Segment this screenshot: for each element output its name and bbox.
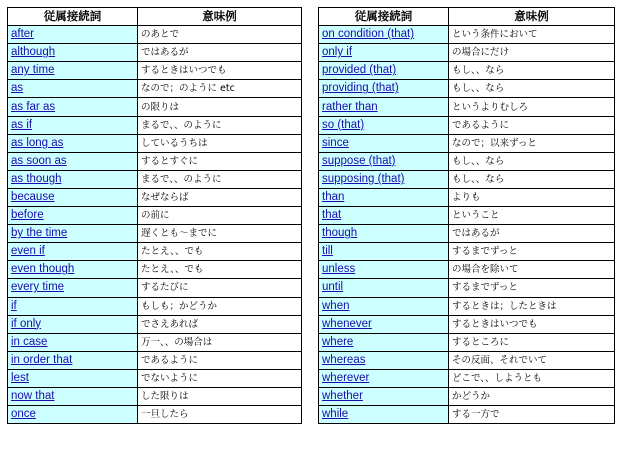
term-cell [8, 387, 138, 405]
term-cell [319, 98, 449, 116]
table-row [8, 134, 302, 152]
meaning-cell: の場合にだけ [449, 44, 615, 62]
table-body-left [8, 26, 302, 424]
meaning-cell: なぜならば [138, 188, 302, 206]
term-cell [319, 279, 449, 297]
table-row [8, 387, 302, 405]
meaning-cell: まるで、、のように [138, 170, 302, 188]
term-cell [319, 333, 449, 351]
conjunction-link[interactable]: till [322, 245, 333, 258]
term-cell [319, 207, 449, 225]
term-cell [319, 62, 449, 80]
term-cell [319, 26, 449, 44]
table-row [8, 44, 302, 62]
meaning-cell: というよりむしろ [449, 98, 615, 116]
term-cell [319, 134, 449, 152]
table-row [319, 261, 615, 279]
term-cell [319, 387, 449, 405]
term-cell [8, 315, 138, 333]
meaning-cell: するときは；したときは [449, 297, 615, 315]
term-cell [8, 188, 138, 206]
meaning-cell: まるで、、のように [138, 116, 302, 134]
table-header-row [319, 8, 615, 26]
conjunction-link[interactable]: rather than [322, 100, 378, 113]
term-cell [8, 225, 138, 243]
meaning-cell: の限りは [138, 98, 302, 116]
conjunction-link[interactable]: by the time [11, 227, 68, 240]
header-term: 従属接続詞 [8, 8, 138, 26]
meaning-cell: たとえ、、でも [138, 261, 302, 279]
table-row [8, 26, 302, 44]
term-cell [319, 44, 449, 62]
table-row [319, 134, 615, 152]
term-cell [319, 261, 449, 279]
meaning-cell: もし、、なら [449, 62, 615, 80]
table-row [319, 406, 615, 424]
header-meaning: 意味例 [449, 8, 615, 26]
meaning-cell: するまでずっと [449, 279, 615, 297]
meaning-cell: よりも [449, 188, 615, 206]
meaning-cell: するときはいつでも [449, 315, 615, 333]
table-row [319, 188, 615, 206]
table-row [8, 225, 302, 243]
conjunction-link[interactable]: even if [11, 245, 45, 258]
table-row [319, 315, 615, 333]
meaning-cell: でないように [138, 369, 302, 387]
term-cell [8, 297, 138, 315]
meaning-cell: ではあるが [449, 225, 615, 243]
term-cell [319, 406, 449, 424]
meaning-cell: であるように [138, 351, 302, 369]
conjunction-link[interactable]: whereas [322, 353, 366, 366]
table-row [8, 116, 302, 134]
term-cell [8, 116, 138, 134]
conjunction-link[interactable]: suppose (that) [322, 154, 396, 167]
table-row [319, 297, 615, 315]
conjunction-link[interactable]: as far as [11, 100, 56, 113]
term-cell [319, 80, 449, 98]
conjunction-link[interactable]: since [322, 136, 349, 149]
conjunction-link[interactable]: any time [11, 64, 55, 77]
term-cell [8, 279, 138, 297]
term-cell [8, 243, 138, 261]
meaning-cell: もし、、なら [449, 152, 615, 170]
conjunction-link[interactable]: because [11, 190, 55, 203]
term-cell [8, 207, 138, 225]
term-cell [319, 170, 449, 188]
conjunction-link[interactable]: lest [11, 371, 29, 384]
meaning-cell: なので；以来ずっと [449, 134, 615, 152]
meaning-cell: するたびに [138, 279, 302, 297]
table-row [8, 243, 302, 261]
conjunction-link[interactable]: whenever [322, 317, 372, 330]
table-row [319, 351, 615, 369]
table-row [319, 116, 615, 134]
conjunction-link[interactable]: supposing (that) [322, 172, 405, 185]
conjunction-table-right [318, 7, 615, 424]
conjunction-link[interactable]: where [322, 335, 354, 348]
table-header-row [8, 8, 302, 26]
meaning-cell: もしも；かどうか [138, 297, 302, 315]
conjunction-link[interactable]: only if [322, 46, 353, 59]
table-row [8, 80, 302, 98]
term-cell [8, 369, 138, 387]
conjunction-link[interactable]: if [11, 299, 17, 312]
table-row [319, 369, 615, 387]
term-cell [8, 62, 138, 80]
table-row [319, 243, 615, 261]
meaning-cell: の前に [138, 207, 302, 225]
header-term: 従属接続詞 [319, 8, 449, 26]
header-meaning: 意味例 [138, 8, 302, 26]
table-row [8, 279, 302, 297]
table-row [8, 369, 302, 387]
term-cell [319, 188, 449, 206]
table-row [8, 62, 302, 80]
term-cell [8, 333, 138, 351]
table-row [8, 170, 302, 188]
meaning-cell: するまでずっと [449, 243, 615, 261]
meaning-cell: ということ [449, 207, 615, 225]
table-row [319, 387, 615, 405]
meaning-cell: の場合を除いて [449, 261, 615, 279]
conjunction-link[interactable]: every time [11, 281, 65, 294]
term-cell [319, 351, 449, 369]
term-cell [319, 152, 449, 170]
conjunction-link[interactable]: though [322, 227, 358, 240]
term-cell [8, 170, 138, 188]
table-row [319, 80, 615, 98]
table-row [8, 98, 302, 116]
conjunction-link[interactable]: provided (that) [322, 64, 397, 77]
meaning-cell: もし、、なら [449, 170, 615, 188]
conjunction-link[interactable]: as if [11, 118, 33, 131]
term-cell [8, 134, 138, 152]
meaning-cell: でさえあれば [138, 315, 302, 333]
term-cell [8, 80, 138, 98]
table-row [319, 62, 615, 80]
conjunction-link[interactable]: as soon as [11, 154, 67, 167]
term-cell [319, 116, 449, 134]
meaning-cell: という条件において [449, 26, 615, 44]
table-row [319, 170, 615, 188]
term-cell [8, 351, 138, 369]
meaning-cell: もし、、なら [449, 80, 615, 98]
conjunction-link[interactable]: until [322, 281, 344, 294]
meaning-cell: のあとで [138, 26, 302, 44]
conjunction-link[interactable]: as long as [11, 136, 64, 149]
table-row [319, 98, 615, 116]
conjunction-link[interactable]: wherever [322, 371, 370, 384]
table-row [8, 333, 302, 351]
conjunction-link[interactable]: whether [322, 390, 363, 403]
meaning-cell: しているうちは [138, 134, 302, 152]
conjunction-table-left [7, 7, 302, 424]
conjunction-link[interactable]: if only [11, 317, 42, 330]
conjunction-link[interactable]: as though [11, 172, 62, 185]
conjunction-link[interactable]: once [11, 408, 36, 421]
table-row [319, 333, 615, 351]
meaning-cell: なので；のように etc [138, 80, 302, 98]
table-row [319, 279, 615, 297]
meaning-cell: たとえ、、でも [138, 243, 302, 261]
meaning-cell: その反面、それでいて [449, 351, 615, 369]
term-cell [8, 26, 138, 44]
table-row [8, 406, 302, 424]
conjunction-link[interactable]: on condition (that) [322, 28, 415, 41]
table-row [319, 207, 615, 225]
meaning-cell: であるように [449, 116, 615, 134]
term-cell [8, 406, 138, 424]
conjunction-link[interactable]: before [11, 209, 44, 222]
term-cell [8, 44, 138, 62]
term-cell [319, 315, 449, 333]
term-cell [319, 225, 449, 243]
conjunction-link[interactable]: now that [11, 390, 55, 403]
table-row [319, 225, 615, 243]
meaning-cell: どこで、、しようとも [449, 369, 615, 387]
conjunction-link[interactable]: even though [11, 263, 75, 276]
term-cell [8, 261, 138, 279]
table-row [8, 315, 302, 333]
table-row [319, 152, 615, 170]
table-row [8, 261, 302, 279]
table-row [319, 44, 615, 62]
meaning-cell: した限りは [138, 387, 302, 405]
conjunction-link[interactable]: than [322, 190, 345, 203]
meaning-cell: するとすぐに [138, 152, 302, 170]
table-row [319, 26, 615, 44]
term-cell [8, 152, 138, 170]
meaning-cell: ではあるが [138, 44, 302, 62]
table-row [8, 207, 302, 225]
conjunction-link[interactable]: in case [11, 335, 48, 348]
meaning-cell: する一方で [449, 406, 615, 424]
conjunction-link[interactable]: in order that [11, 353, 73, 366]
term-cell [319, 369, 449, 387]
conjunction-link[interactable]: so (that) [322, 118, 365, 131]
table-row [8, 188, 302, 206]
conjunction-link[interactable]: that [322, 209, 342, 222]
conjunction-link[interactable]: after [11, 28, 35, 41]
table-body-right [319, 26, 615, 424]
meaning-cell: かどうか [449, 387, 615, 405]
term-cell [319, 297, 449, 315]
conjunction-link[interactable]: unless [322, 263, 356, 276]
table-row [8, 297, 302, 315]
conjunction-link[interactable]: while [322, 408, 349, 421]
term-cell [8, 98, 138, 116]
meaning-cell: するときはいつでも [138, 62, 302, 80]
meaning-cell: するところに [449, 333, 615, 351]
conjunction-link[interactable]: when [322, 299, 350, 312]
term-cell [319, 243, 449, 261]
conjunction-link[interactable]: as [11, 82, 24, 95]
table-row [8, 351, 302, 369]
conjunction-link[interactable]: providing (that) [322, 82, 399, 95]
meaning-cell: 一旦したら [138, 406, 302, 424]
conjunction-link[interactable]: although [11, 46, 56, 59]
meaning-cell: 遅くとも～までに [138, 225, 302, 243]
table-row [8, 152, 302, 170]
meaning-cell: 万一、、の場合は [138, 333, 302, 351]
